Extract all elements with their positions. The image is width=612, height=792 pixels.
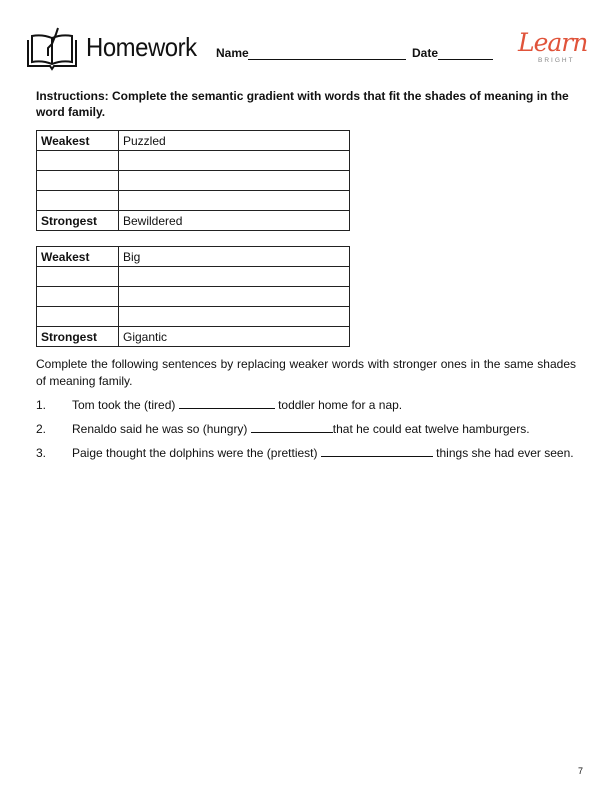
table-row: [37, 131, 350, 151]
table-row: [37, 287, 350, 307]
sentence-end: that he could eat twelve hamburgers.: [332, 422, 530, 436]
logo-tagline: BRIGHT: [538, 57, 575, 64]
table-row: [37, 191, 350, 211]
sentence-start: Renaldo said he was so (hungry): [72, 422, 248, 436]
answer-cell[interactable]: [119, 171, 350, 191]
sentence-start: Tom took the (tired): [72, 398, 176, 412]
table-row: [37, 151, 350, 171]
sentence-end: toddler home for a nap.: [278, 398, 403, 412]
answer-cell[interactable]: [119, 287, 350, 307]
semantic-gradient-table: [36, 130, 350, 231]
sentences-instructions: Complete the following sentences by replacing weaker words with stronger ones in the same shades of meaning family.: [36, 357, 576, 388]
logo-wordmark: Learn: [518, 28, 588, 57]
answer-cell[interactable]: [119, 191, 350, 211]
name-label: Name: [216, 46, 249, 60]
answer-blank[interactable]: [321, 446, 433, 457]
page-header: [26, 26, 592, 76]
page-number: 7: [578, 766, 584, 776]
page-title: Homework: [86, 32, 197, 62]
table-row: [37, 267, 350, 287]
date-label: Date: [412, 46, 439, 60]
sentence-end: things she had ever seen.: [436, 446, 574, 460]
semantic-gradient-table: [36, 246, 350, 347]
row-label[interactable]: [37, 171, 119, 191]
item-text: [72, 398, 402, 412]
row-label[interactable]: [37, 267, 119, 287]
name-field[interactable]: [248, 59, 406, 60]
item-text: [72, 446, 574, 460]
row-word: Puzzled: [119, 131, 350, 151]
answer-blank[interactable]: [179, 398, 275, 409]
item-number: 1.: [36, 398, 47, 412]
learn-bright-logo: [518, 28, 590, 68]
instructions: Instructions: Complete the semantic gradient with words that fit the shades of meaning in the word family.: [36, 89, 569, 119]
row-word: Big: [119, 247, 350, 267]
table-row: [37, 211, 350, 231]
answer-cell[interactable]: [119, 307, 350, 327]
table-row: [37, 247, 350, 267]
answer-blank[interactable]: [251, 422, 333, 433]
table-row: [37, 327, 350, 347]
table-row: [37, 171, 350, 191]
row-label[interactable]: [37, 287, 119, 307]
row-word: Bewildered: [119, 211, 350, 231]
row-word: Gigantic: [119, 327, 350, 347]
answer-cell[interactable]: [119, 151, 350, 171]
table-row: [37, 307, 350, 327]
row-label[interactable]: [37, 151, 119, 171]
row-label: Strongest: [37, 327, 119, 347]
row-label[interactable]: [37, 307, 119, 327]
answer-cell[interactable]: [119, 267, 350, 287]
sentence-start: Paige thought the dolphins were the (prettiest): [72, 446, 318, 460]
row-label: Strongest: [37, 211, 119, 231]
row-label: Weakest: [37, 247, 119, 267]
row-label: Weakest: [37, 131, 119, 151]
open-book-icon: [26, 26, 78, 72]
row-label[interactable]: [37, 191, 119, 211]
item-number: 2.: [36, 422, 47, 436]
item-number: 3.: [36, 446, 47, 460]
item-text: [72, 422, 530, 436]
date-field[interactable]: [438, 59, 493, 60]
